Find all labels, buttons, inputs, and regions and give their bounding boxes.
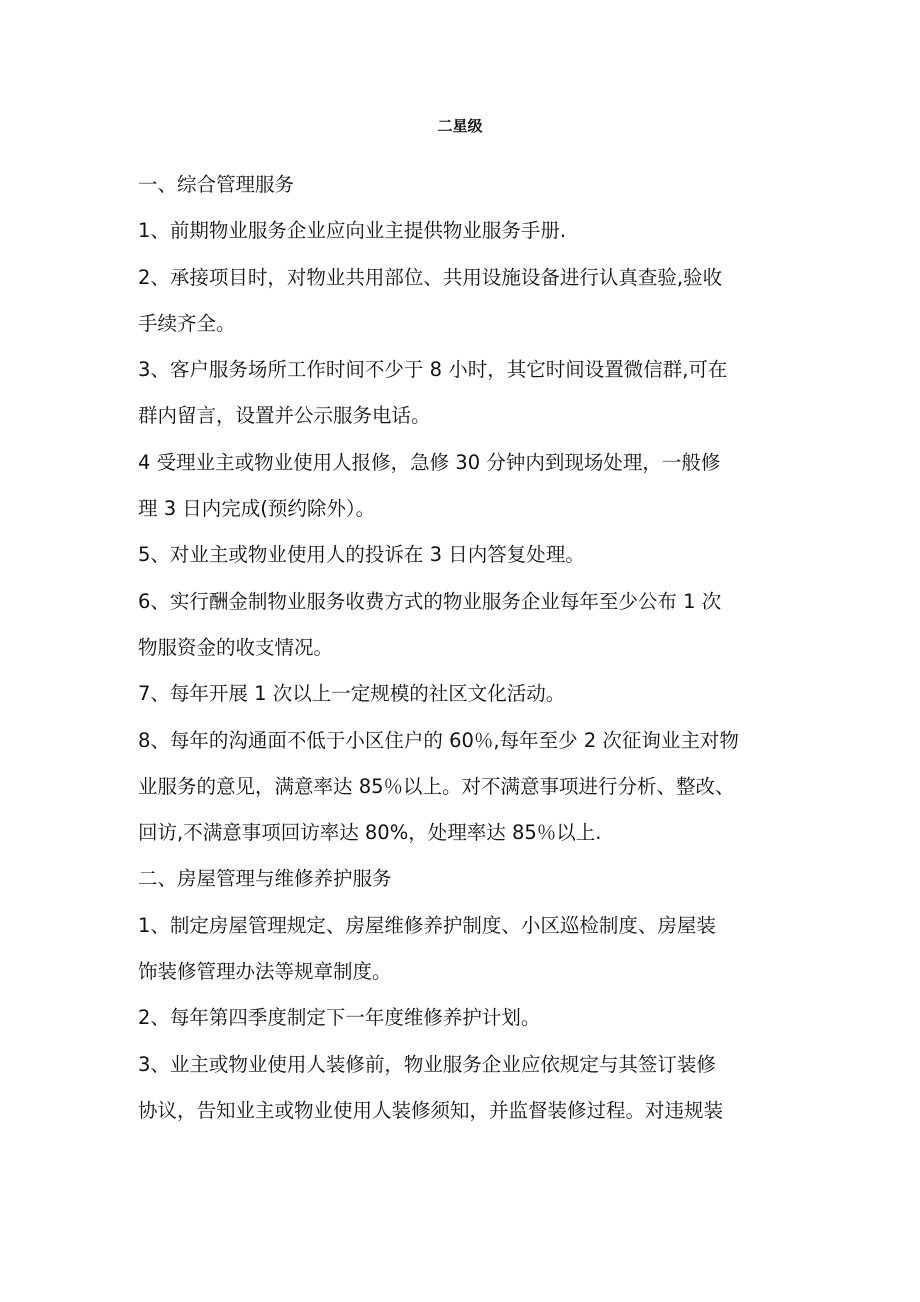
paragraph-line: 协议，告知业主或物业使用人装修须知，并监督装修过程。对违规装 [138, 1098, 724, 1122]
paragraph-line: 5、对业主或物业使用人的投诉在 3 日内答复处理。 [138, 543, 585, 567]
document-body [138, 162, 798, 1134]
paragraph-line: 回访,不满意事项回访率达 80%，处理率达 85％以上. [138, 821, 602, 845]
paragraph-line: 1、前期物业服务企业应向业主提供物业服务手册. [138, 219, 567, 243]
paragraph-line: 业服务的意见，满意率达 85％以上。对不满意事项进行分析、整改、 [138, 774, 735, 798]
paragraph-line: 6、实行酬金制物业服务收费方式的物业服务企业每年至少公布 1 次 [138, 589, 722, 613]
paragraph-line: 2、承接项目时，对物业共用部位、共用设施设备进行认真查验,验收 [138, 265, 723, 289]
paragraph-line: 1、制定房屋管理规定、房屋维修养护制度、小区巡检制度、房屋装 [138, 913, 716, 937]
paragraph-line: 3、业主或物业使用人装修前，物业服务企业应依规定与其签订装修 [138, 1052, 716, 1076]
paragraph-line: 8、每年的沟通面不低于小区住户的 60％,每年至少 2 次征询业主对物 [138, 728, 739, 752]
paragraph-line: 7、每年开展 1 次以上一定规模的社区文化活动。 [138, 682, 566, 706]
paragraph-line: 理 3 日内完成(预约除外）。 [138, 497, 376, 521]
paragraph-line: 饰装修管理办法等规章制度。 [138, 960, 392, 984]
section-heading-1: 一、综合管理服务 [138, 173, 295, 196]
paragraph-line: 3、客户服务场所工作时间不少于 8 小时，其它时间设置微信群,可在 [138, 358, 728, 382]
paragraph-line: 手续齐全。 [138, 311, 236, 335]
paragraph-line: 物服资金的收支情况。 [138, 635, 334, 659]
paragraph-line: 2、每年第四季度制定下一年度维修养护计划。 [138, 1006, 541, 1030]
section-heading-2: 二、房屋管理与维修养护服务 [138, 867, 392, 891]
paragraph-line: 群内留言，设置并公示服务电话。 [138, 404, 431, 428]
paragraph-line: 4 受理业主或物业使用人报修，急修 30 分钟内到现场处理，一般修 [138, 450, 721, 474]
document-title: 二星级 [437, 117, 483, 135]
